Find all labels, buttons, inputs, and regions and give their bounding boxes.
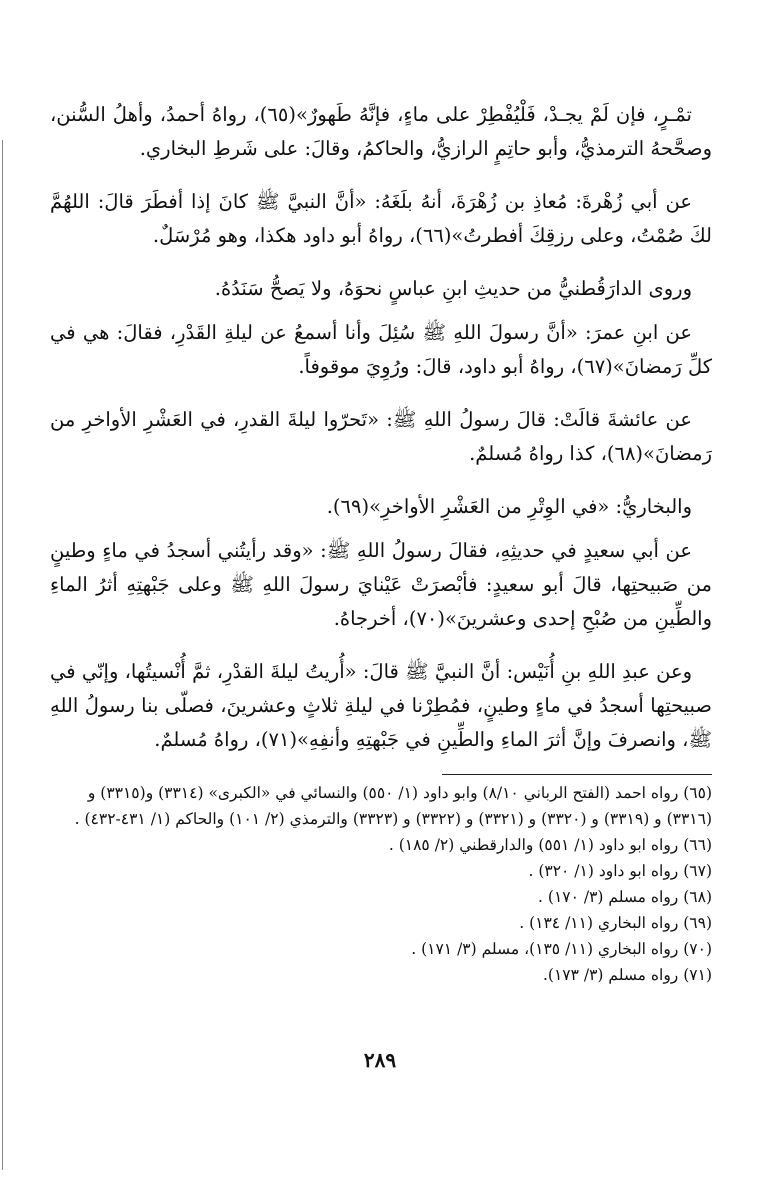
footnote-separator: [442, 774, 712, 775]
paragraph-7: عن أبي سعيدٍ في حديثِهِ، فقالَ رسولُ اللهِ ﷺ: «وقد رأيتُني أسجدُ في ماءٍ وطينٍ من صَبيحتِها، قالَ أبو سعيدٍ: فأبْصرَتْ عَيْنايَ رسولَ اللهِ ﷺ وعلى جَبْهتِهِ أثرُ الماءِ والطِّينِ من صُبْحِ إحدى وعشرينَ»(٧٠)، أخرجاهُ.: [50, 539, 712, 630]
footnote-66: (٦٦) رواه ابو داود (١/ ٥٥١) والدارقطني (٢/ ١٨٥) .: [388, 836, 712, 854]
footnote-67: (٦٧) رواه ابو داود (١/ ٣٢٠) .: [528, 862, 712, 880]
footnote-71: (٧١) رواه مسلم (٣/ ١٧٣).: [542, 966, 712, 984]
page-edge-line: [2, 140, 3, 1170]
footnotes: [50, 780, 712, 988]
paragraph-3: وروى الدارَقُطنيُّ من حديثِ ابنِ عباسٍ نحوَهُ، ولا يَصحُّ سَنَدُهُ.: [214, 277, 692, 300]
footnote-70: (٧٠) رواه البخاري (١١/ ١٣٥)، مسلم (٣/ ١٧١) .: [411, 940, 712, 958]
paragraph-8: وعن عبدِ اللهِ بنِ أُنَيْس: أنَّ النبيَّ ﷺ قالَ: «أُريتُ ليلةَ القدْرِ، ثمَّ أُنْسيتُها، وإنّي في صبيحتِها أسجدُ في ماءٍ وطينٍ، فمُطِرْنا في ليلةِ ثلاثٍ وعشرينَ، فصلّى بنا رسولُ اللهِ ﷺ، وانصرفَ وإنَّ أثرَ الماءِ والطِّينِ في جَبْهتِهِ وأنفِهِ»(٧١)، رواهُ مُسلمٌ.: [50, 660, 712, 751]
paragraph-1: تمْـرٍ، فإن لَمْ يجـدْ، فَلْيُفْطِرْ على ماءٍ، فإنَّهُ طَهورٌ»(٦٥)، رواهُ أحمدُ، وأهلُ السُّنن، وصحَّحهُ الترمذيُّ، وأبو حاتِمٍ الرازيُّ، والحاكمُ، وقالَ: على شَرطِ البخاري.: [50, 103, 712, 160]
footnote-69: (٦٩) رواه البخاري (١١/ ١٣٤) .: [519, 914, 712, 932]
paragraph-4: عن ابنِ عمرَ: «أنَّ رسولَ اللهِ ﷺ سُئِلَ وأنا أسمعُ عن ليلةِ القَدْرِ، فقالَ: هي في كلِّ رَمضانَ»(٦٧)، رواهُ أبو داود، قالَ: ورُوِيَ موقوفاً.: [50, 321, 712, 378]
page-number: ٢٨٩: [363, 1048, 397, 1072]
footnote-68: (٦٨) رواه مسلم (٣/ ١٧٠) .: [538, 888, 712, 906]
paragraph-5: عن عائشةَ قالَتْ: قالَ رسولُ اللهِ ﷺ: «تَحرّوا ليلةَ القدرِ، في العَشْرِ الأواخرِ من رَمضانَ»(٦٨)، كذا رواهُ مُسلمٌ.: [50, 408, 712, 465]
footnote-65: (٦٥) رواه احمد (الفتح الرباني ٨/١٠) وابو داود (١/ ٥٥٠) والنسائي في «الكبرى» (٣٣١٤) و(٣٣١٥) و (٣٣١٦) و (٣٣١٩) و (٣٣٢٠) و (٣٣٢١) و (٣٣٢٢) و (٣٣٢٣) والترمذي (٢/ ١٠١) والحاكم (١/ ٤٣١-٤٣٢) .: [74, 784, 712, 828]
main-text: [50, 98, 712, 776]
paragraph-2: عن أبي زُهْرةَ: مُعاذِ بن زُهْرَةَ، أنهُ بلَغَهُ: «أنَّ النبيَّ ﷺ كانَ إذا أفطَرَ قالَ: اللهُمَّ لكَ صُمْتُ، وعلى رزقِكَ أفطرتُ»(٦٦)، رواهُ أبو داود هكذا، وهو مُرْسَلٌ.: [50, 190, 712, 247]
paragraph-6: والبخاريُّ: «في الوِتْرِ من العَشْرِ الأواخرِ»(٦٩).: [326, 495, 692, 518]
